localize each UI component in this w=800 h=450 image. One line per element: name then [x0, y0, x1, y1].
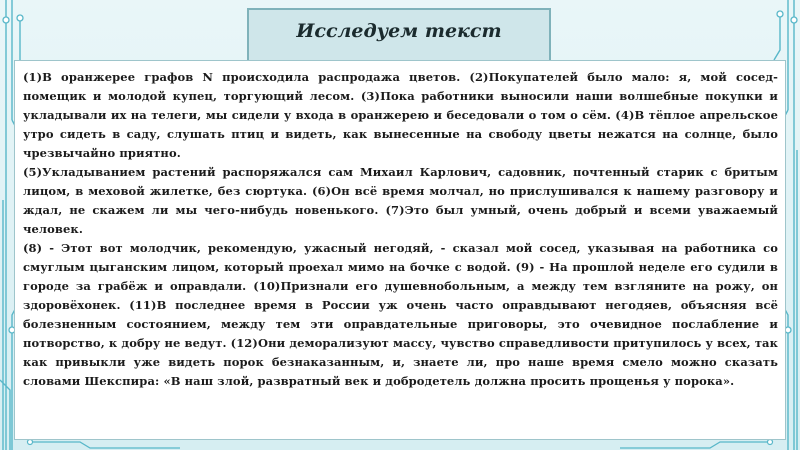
- paragraph-1: (1)В оранжерее графов N происходила распродажа цветов. (2)Покупателей было мало: я, мой сосед-помещик и молодой купец, торгующий лесом. (3)Пока работники выносили наши волшебные покупки и укладывали их на телеги, мы сидели у входа в оранжерею и беседовали о том о сём. (4)В тёплое апрельское утро сидеть в саду, слушать птиц и видеть, как вынесенные на свободу цветы нежатся на солнце, было чрезвычайно приятно.: [23, 70, 778, 160]
- paragraph-3: (8) - Этот вот молодчик, рекомендую, ужасный негодяй, - сказал мой сосед, указывая на работника со смуглым цыганским лицом, который проехал мимо на бочке с водой. (9) - На прошлой неделе его судили в городе за грабёж и оправдали. (10)Признали его душевнобольным, а между тем взгляните на рожу, он здоровёхонек. (11)В последнее время в России уж очень часто оправдывают негодяев, объясняя всё болезненным состоянием, между тем эти оправдательные приговоры, это очевидное послабление и потворство, к добру не ведут. (12)Они деморализуют массу, чувство справедливости притупилось у всех, так как привыкли уже видеть порок безнаказанным, и, знаете ли, про наше время смело можно сказать словами Шекспира: «В наш злой, развратный век и добродетель должна просить прощенья у порока».: [23, 241, 778, 388]
- paragraph-2: (5)Укладыванием растений распоряжался сам Михаил Карлович, садовник, почтенный старик с бритым лицом, в меховой жилетке, без сюртука. (6)Он всё время молчал, но прислушивался к нашему разговору и ждал, не скажем ли мы чего-нибудь новенького. (7)Это был умный, очень добрый и всеми уважаемый человек.: [23, 165, 778, 236]
- text-panel: [14, 60, 786, 440]
- slide-title: Исследуем текст: [296, 20, 502, 42]
- title-box: [247, 8, 551, 68]
